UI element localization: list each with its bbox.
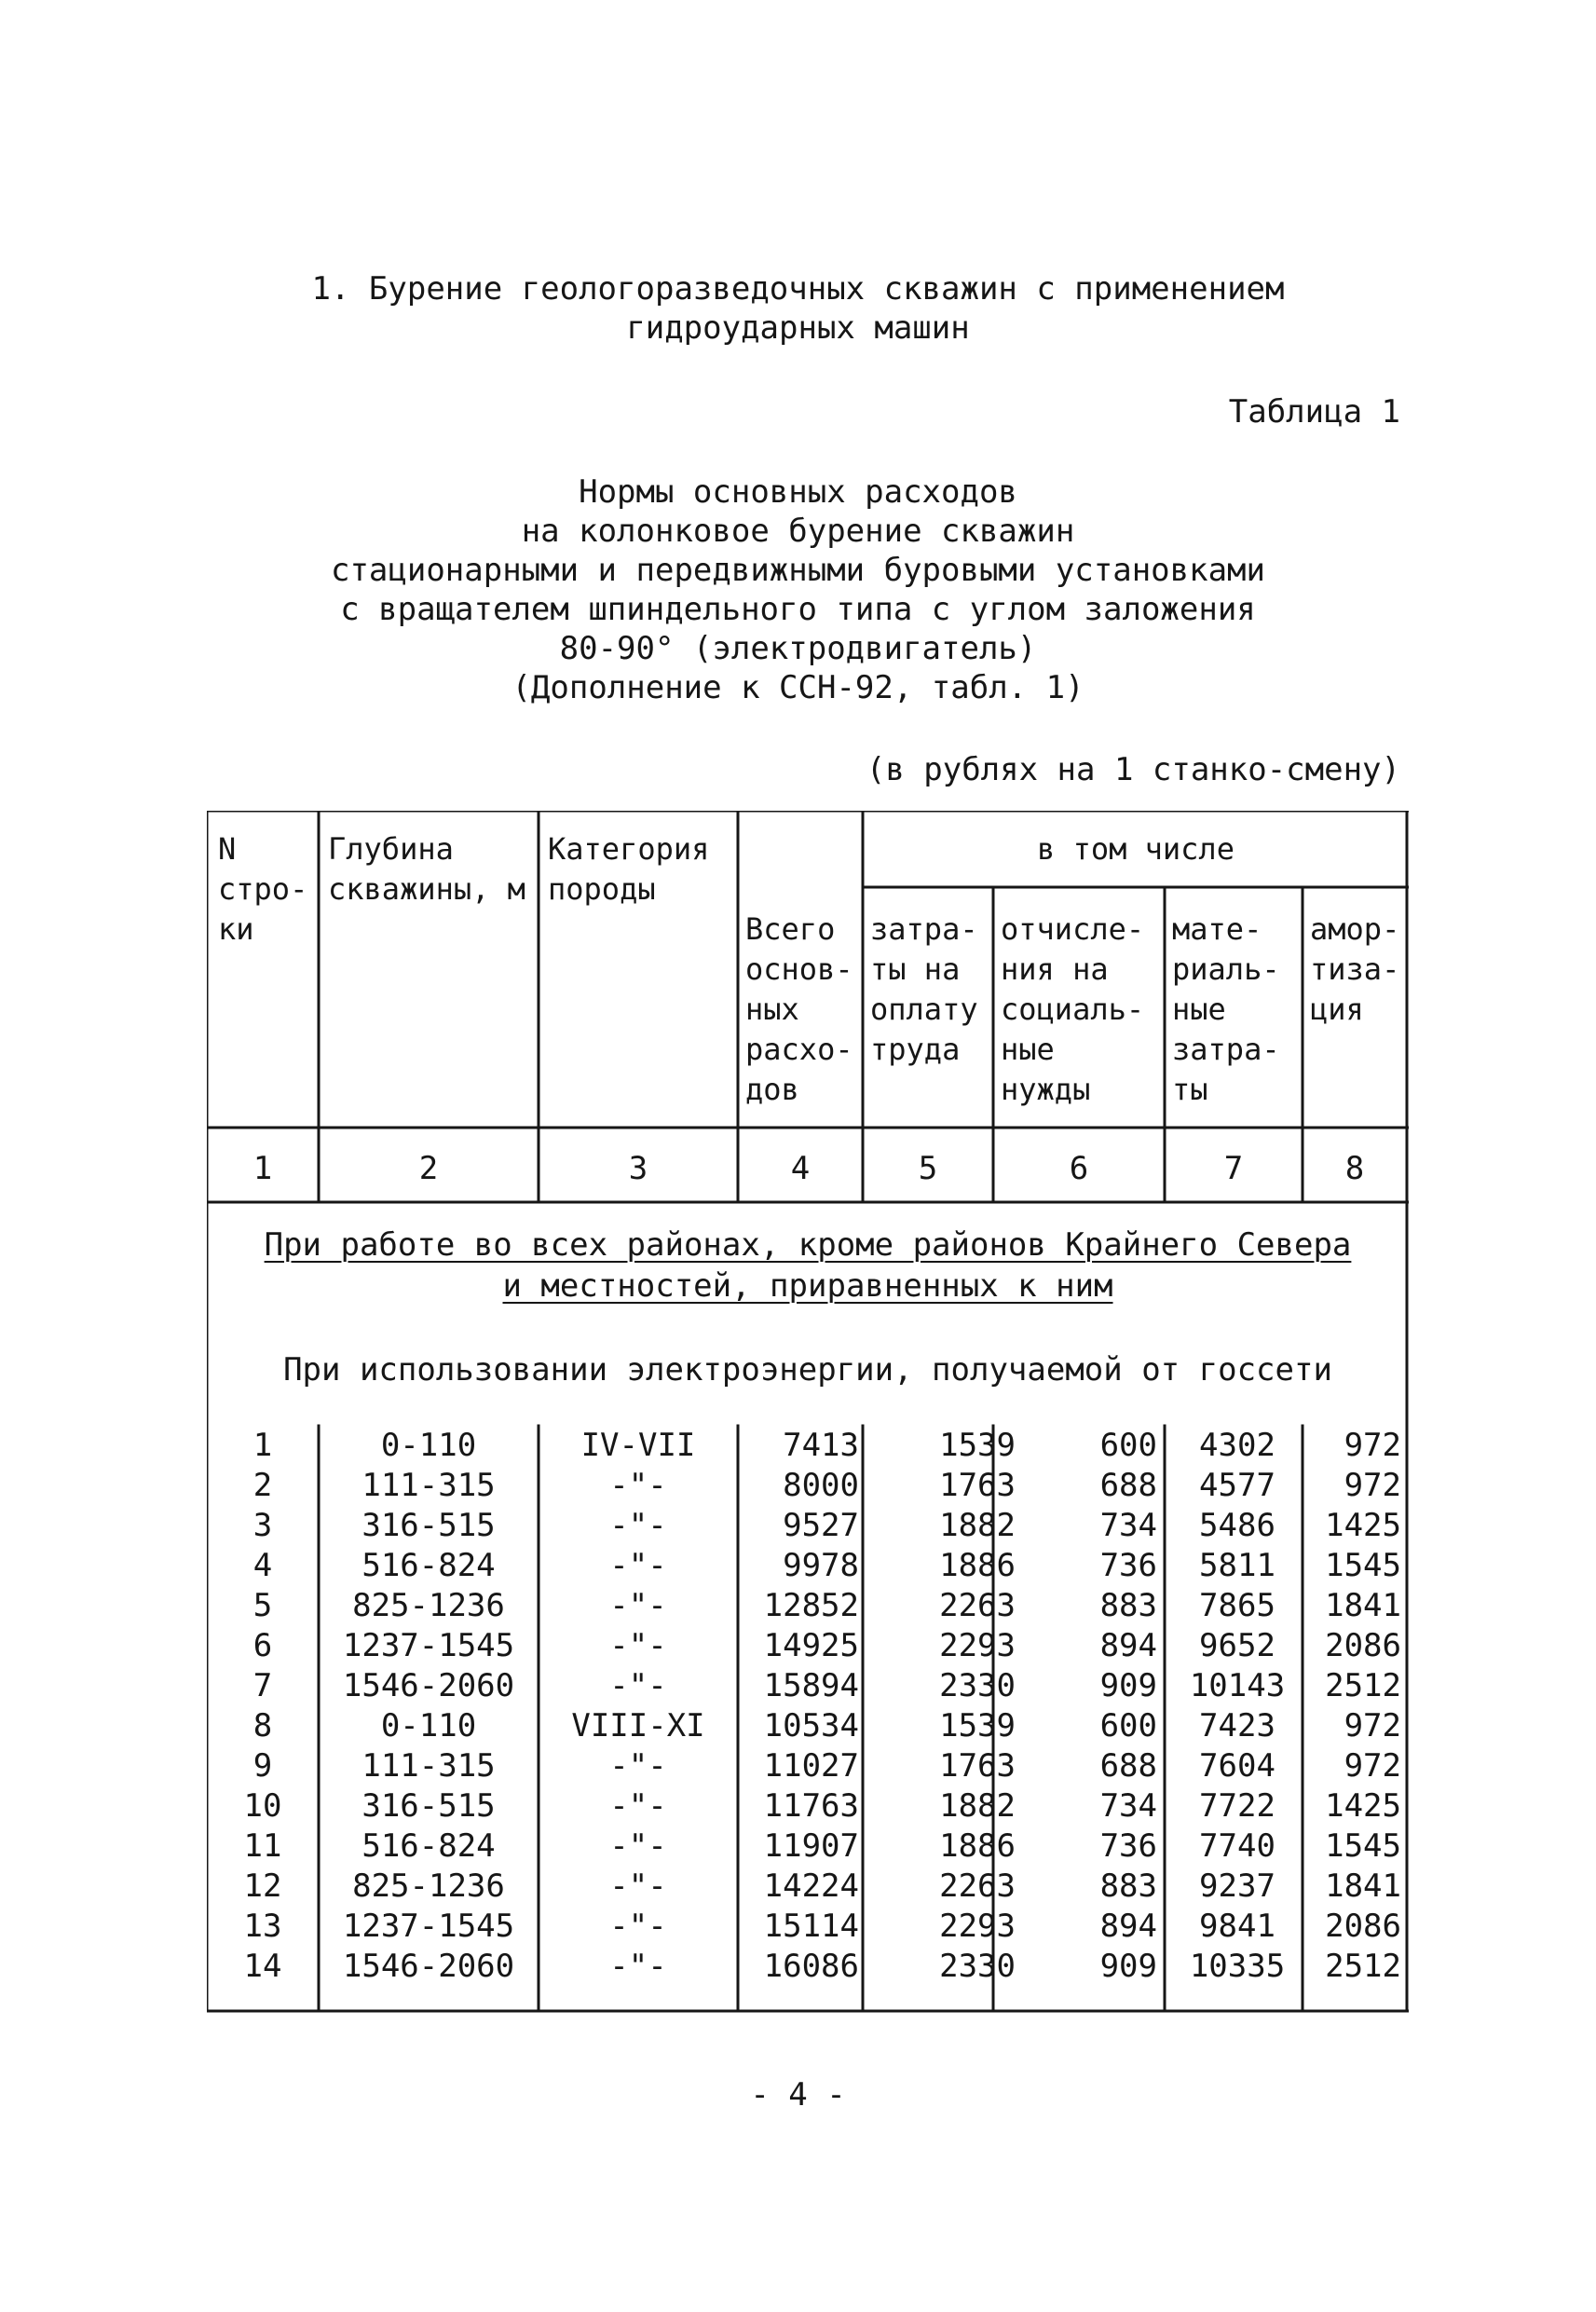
cell-social: 688	[1099, 1467, 1157, 1504]
caption-line-5: 80-90° (электродвигатель)	[559, 630, 1037, 667]
header-wages-line-3: оплату	[870, 992, 978, 1027]
cell-total: 9978	[783, 1547, 859, 1584]
header-n	[218, 829, 307, 950]
cell-n: 12	[243, 1867, 282, 1905]
header-materials-line-2: риаль-	[1172, 951, 1280, 987]
cell-materials: 7722	[1199, 1787, 1275, 1825]
cell-materials: 9652	[1199, 1627, 1275, 1664]
cell-materials: 5811	[1199, 1547, 1275, 1584]
table-row	[207, 1786, 1409, 1826]
column-number-4: 4	[790, 1150, 811, 1187]
header-amortization	[1310, 910, 1399, 1030]
section-heading-line-1: 1. Бурение геологоразведочных скважин с применением	[311, 270, 1285, 308]
cell-materials: 10143	[1189, 1667, 1286, 1704]
cell-category: -"-	[609, 1507, 667, 1544]
cell-amort: 972	[1344, 1427, 1401, 1464]
cell-amort: 1425	[1325, 1507, 1401, 1544]
cell-n: 9	[252, 1747, 273, 1785]
header-n-line-3: ки	[218, 911, 254, 947]
cell-depth: 111-315	[361, 1467, 496, 1504]
cell-materials: 7865	[1199, 1587, 1275, 1624]
cell-category: -"-	[609, 1747, 667, 1785]
cell-social: 734	[1099, 1507, 1157, 1544]
header-materials-line-4: затра-	[1172, 1032, 1280, 1067]
cell-category: -"-	[609, 1827, 667, 1865]
units-note: (в рублях на 1 станко-смену)	[866, 751, 1400, 788]
cell-wages: 1886	[939, 1547, 1016, 1584]
cell-social: 894	[1099, 1627, 1157, 1664]
cell-wages: 1882	[939, 1507, 1016, 1544]
cell-amort: 1425	[1325, 1787, 1401, 1825]
cell-wages: 2293	[939, 1908, 1016, 1945]
cell-materials: 7423	[1199, 1707, 1275, 1744]
header-social-line-3: социаль-	[1001, 992, 1145, 1027]
cell-amort: 2086	[1325, 1908, 1401, 1945]
table-label: Таблица 1	[1228, 393, 1400, 431]
table-row	[207, 1506, 1409, 1546]
column-number-7: 7	[1223, 1150, 1244, 1187]
cell-depth: 0-110	[380, 1707, 477, 1744]
table-row	[207, 1746, 1409, 1786]
section-title-line-1-text: При работе во всех районах, кроме районов Крайнего Севера	[264, 1226, 1352, 1264]
cell-n: 2	[252, 1467, 273, 1504]
cell-n: 10	[243, 1787, 282, 1825]
cell-wages: 1539	[939, 1707, 1016, 1744]
cell-social: 883	[1099, 1867, 1157, 1905]
caption-line-3: стационарными и передвижными буровыми установками	[330, 552, 1266, 589]
cell-n: 4	[252, 1547, 273, 1584]
cell-total: 14224	[763, 1867, 859, 1905]
cell-amort: 1841	[1325, 1587, 1401, 1624]
cell-depth: 516-824	[361, 1827, 496, 1865]
header-category	[548, 829, 709, 910]
cell-depth: 1237-1545	[342, 1627, 515, 1664]
cell-n: 7	[252, 1667, 273, 1704]
table-row	[207, 1666, 1409, 1706]
caption-line-2: на колонковое бурение скважин	[521, 513, 1075, 550]
cell-total: 11027	[763, 1747, 859, 1785]
cell-n: 3	[252, 1507, 273, 1544]
cell-wages: 1539	[939, 1427, 1016, 1464]
column-number-6: 6	[1069, 1150, 1089, 1187]
header-materials-line-3: ные	[1172, 992, 1226, 1027]
section-heading-line-2: гидроударных машин	[626, 309, 970, 347]
cell-social: 736	[1099, 1547, 1157, 1584]
header-wages-line-1: затра-	[870, 911, 978, 947]
cell-wages: 2330	[939, 1667, 1016, 1704]
cell-amort: 1841	[1325, 1867, 1401, 1905]
cell-wages: 1886	[939, 1827, 1016, 1865]
cell-total: 12852	[763, 1587, 859, 1624]
cell-total: 9527	[783, 1507, 859, 1544]
cell-total: 11907	[763, 1827, 859, 1865]
cell-social: 600	[1099, 1707, 1157, 1744]
cell-total: 8000	[783, 1467, 859, 1504]
header-total	[745, 910, 853, 1110]
cell-n: 1	[252, 1427, 273, 1464]
header-total-line-5: дов	[745, 1072, 799, 1107]
table-row	[207, 1586, 1409, 1626]
cell-depth: 111-315	[361, 1747, 496, 1785]
cell-n: 13	[243, 1908, 282, 1945]
table-row	[207, 1826, 1409, 1867]
header-wages-line-4: труда	[870, 1032, 961, 1067]
cell-category: IV-VII	[580, 1427, 696, 1464]
header-total-line-3: ных	[745, 992, 799, 1027]
cell-materials: 4577	[1199, 1467, 1275, 1504]
cell-depth: 0-110	[380, 1427, 477, 1464]
cell-category: -"-	[609, 1787, 667, 1825]
cell-depth: 316-515	[361, 1507, 496, 1544]
column-number-1: 1	[252, 1150, 273, 1187]
cell-materials: 9237	[1199, 1867, 1275, 1905]
norms-table	[207, 811, 1409, 2013]
cell-category: VIII-XI	[571, 1707, 705, 1744]
cell-amort: 972	[1344, 1707, 1401, 1744]
cell-amort: 2512	[1325, 1667, 1401, 1704]
cell-n: 8	[252, 1707, 273, 1744]
cell-category: -"-	[609, 1667, 667, 1704]
cell-n: 5	[252, 1587, 273, 1624]
header-n-line-2: стро-	[218, 871, 308, 907]
cell-social: 688	[1099, 1747, 1157, 1785]
header-depth-line-2: скважины, м	[328, 871, 525, 907]
cell-wages: 1763	[939, 1747, 1016, 1785]
column-number-5: 5	[918, 1150, 938, 1187]
cell-depth: 1237-1545	[342, 1908, 515, 1945]
header-amortization-line-3: ция	[1310, 992, 1364, 1027]
table-row	[207, 1867, 1409, 1907]
cell-depth: 1546-2060	[342, 1667, 515, 1704]
header-social	[1001, 910, 1144, 1110]
header-amortization-line-2: тиза-	[1310, 951, 1400, 987]
table-body	[207, 1426, 1409, 1987]
cell-depth: 825-1236	[352, 1587, 505, 1624]
header-depth	[328, 829, 525, 910]
cell-category: -"-	[609, 1908, 667, 1945]
table-row	[207, 1947, 1409, 1987]
header-social-line-1: отчисле-	[1001, 911, 1145, 947]
table-row	[207, 1706, 1409, 1746]
cell-total: 16086	[763, 1948, 859, 1985]
table-row	[207, 1426, 1409, 1466]
cell-social: 734	[1099, 1787, 1157, 1825]
cell-amort: 2086	[1325, 1627, 1401, 1664]
table-row	[207, 1466, 1409, 1506]
cell-amort: 1545	[1325, 1827, 1401, 1865]
cell-category: -"-	[609, 1627, 667, 1664]
column-number-3: 3	[628, 1150, 648, 1187]
cell-social: 736	[1099, 1827, 1157, 1865]
cell-materials: 5486	[1199, 1507, 1275, 1544]
header-social-line-4: ные	[1001, 1032, 1055, 1067]
header-social-line-5: нужды	[1001, 1072, 1091, 1107]
cell-category: -"-	[609, 1467, 667, 1504]
header-total-line-2: основ-	[745, 951, 853, 987]
table-row	[207, 1546, 1409, 1586]
header-materials	[1172, 910, 1280, 1110]
cell-depth: 1546-2060	[342, 1948, 515, 1985]
table-row	[207, 1626, 1409, 1666]
header-category-line-1: Категория	[548, 831, 710, 867]
header-wages	[870, 910, 978, 1070]
cell-wages: 2263	[939, 1587, 1016, 1624]
column-number-8: 8	[1344, 1150, 1365, 1187]
cell-amort: 972	[1344, 1467, 1401, 1504]
section-subtitle: При использовании электроэнергии, получаемой от госсети	[283, 1351, 1332, 1389]
header-amortization-line-1: амор-	[1310, 911, 1400, 947]
cell-materials: 7740	[1199, 1827, 1275, 1865]
cell-wages: 2293	[939, 1627, 1016, 1664]
cell-materials: 10335	[1189, 1948, 1286, 1985]
cell-amort: 972	[1344, 1747, 1401, 1785]
cell-amort: 1545	[1325, 1547, 1401, 1584]
cell-social: 909	[1099, 1948, 1157, 1985]
header-depth-line-1: Глубина	[328, 831, 454, 867]
caption-line-1: Нормы основных расходов	[579, 473, 1017, 511]
table-row	[207, 1907, 1409, 1947]
cell-total: 15894	[763, 1667, 859, 1704]
cell-amort: 2512	[1325, 1948, 1401, 1985]
cell-category: -"-	[609, 1867, 667, 1905]
header-materials-line-1: мате-	[1172, 911, 1262, 947]
cell-wages: 2330	[939, 1948, 1016, 1985]
cell-total: 15114	[763, 1908, 859, 1945]
cell-n: 11	[243, 1827, 282, 1865]
cell-category: -"-	[609, 1587, 667, 1624]
cell-materials: 7604	[1199, 1747, 1275, 1785]
cell-total: 14925	[763, 1627, 859, 1664]
cell-social: 600	[1099, 1427, 1157, 1464]
header-category-line-2: породы	[548, 871, 656, 907]
header-including: в том числе	[1037, 831, 1235, 867]
cell-materials: 9841	[1199, 1908, 1275, 1945]
cell-social: 894	[1099, 1908, 1157, 1945]
header-wages-line-2: ты на	[870, 951, 961, 987]
header-n-line-1: N	[218, 831, 237, 867]
section-title-line-2-text: и местностей, приравненных к ним	[502, 1267, 1113, 1305]
column-number-2: 2	[418, 1150, 439, 1187]
cell-wages: 1882	[939, 1787, 1016, 1825]
header-social-line-2: ния на	[1001, 951, 1109, 987]
caption-line-6: (Дополнение к ССН-92, табл. 1)	[512, 669, 1084, 706]
cell-depth: 316-515	[361, 1787, 496, 1825]
cell-social: 883	[1099, 1587, 1157, 1624]
section-title-line-2	[207, 1267, 1409, 1305]
cell-category: -"-	[609, 1948, 667, 1985]
cell-wages: 2263	[939, 1867, 1016, 1905]
cell-social: 909	[1099, 1667, 1157, 1704]
caption-line-4: с вращателем шпиндельного типа с углом заложения	[340, 591, 1256, 628]
header-total-line-1: Всего	[745, 911, 836, 947]
cell-total: 10534	[763, 1707, 859, 1744]
header-materials-line-5: ты	[1172, 1072, 1208, 1107]
section-title-line-1	[207, 1226, 1409, 1264]
cell-n: 14	[243, 1948, 282, 1985]
page-number: - 4 -	[750, 2076, 846, 2114]
cell-category: -"-	[609, 1547, 667, 1584]
cell-total: 11763	[763, 1787, 859, 1825]
cell-wages: 1763	[939, 1467, 1016, 1504]
cell-depth: 516-824	[361, 1547, 496, 1584]
cell-n: 6	[252, 1627, 273, 1664]
header-total-line-4: расхо-	[745, 1032, 853, 1067]
cell-total: 7413	[783, 1427, 859, 1464]
cell-materials: 4302	[1199, 1427, 1275, 1464]
cell-depth: 825-1236	[352, 1867, 505, 1905]
